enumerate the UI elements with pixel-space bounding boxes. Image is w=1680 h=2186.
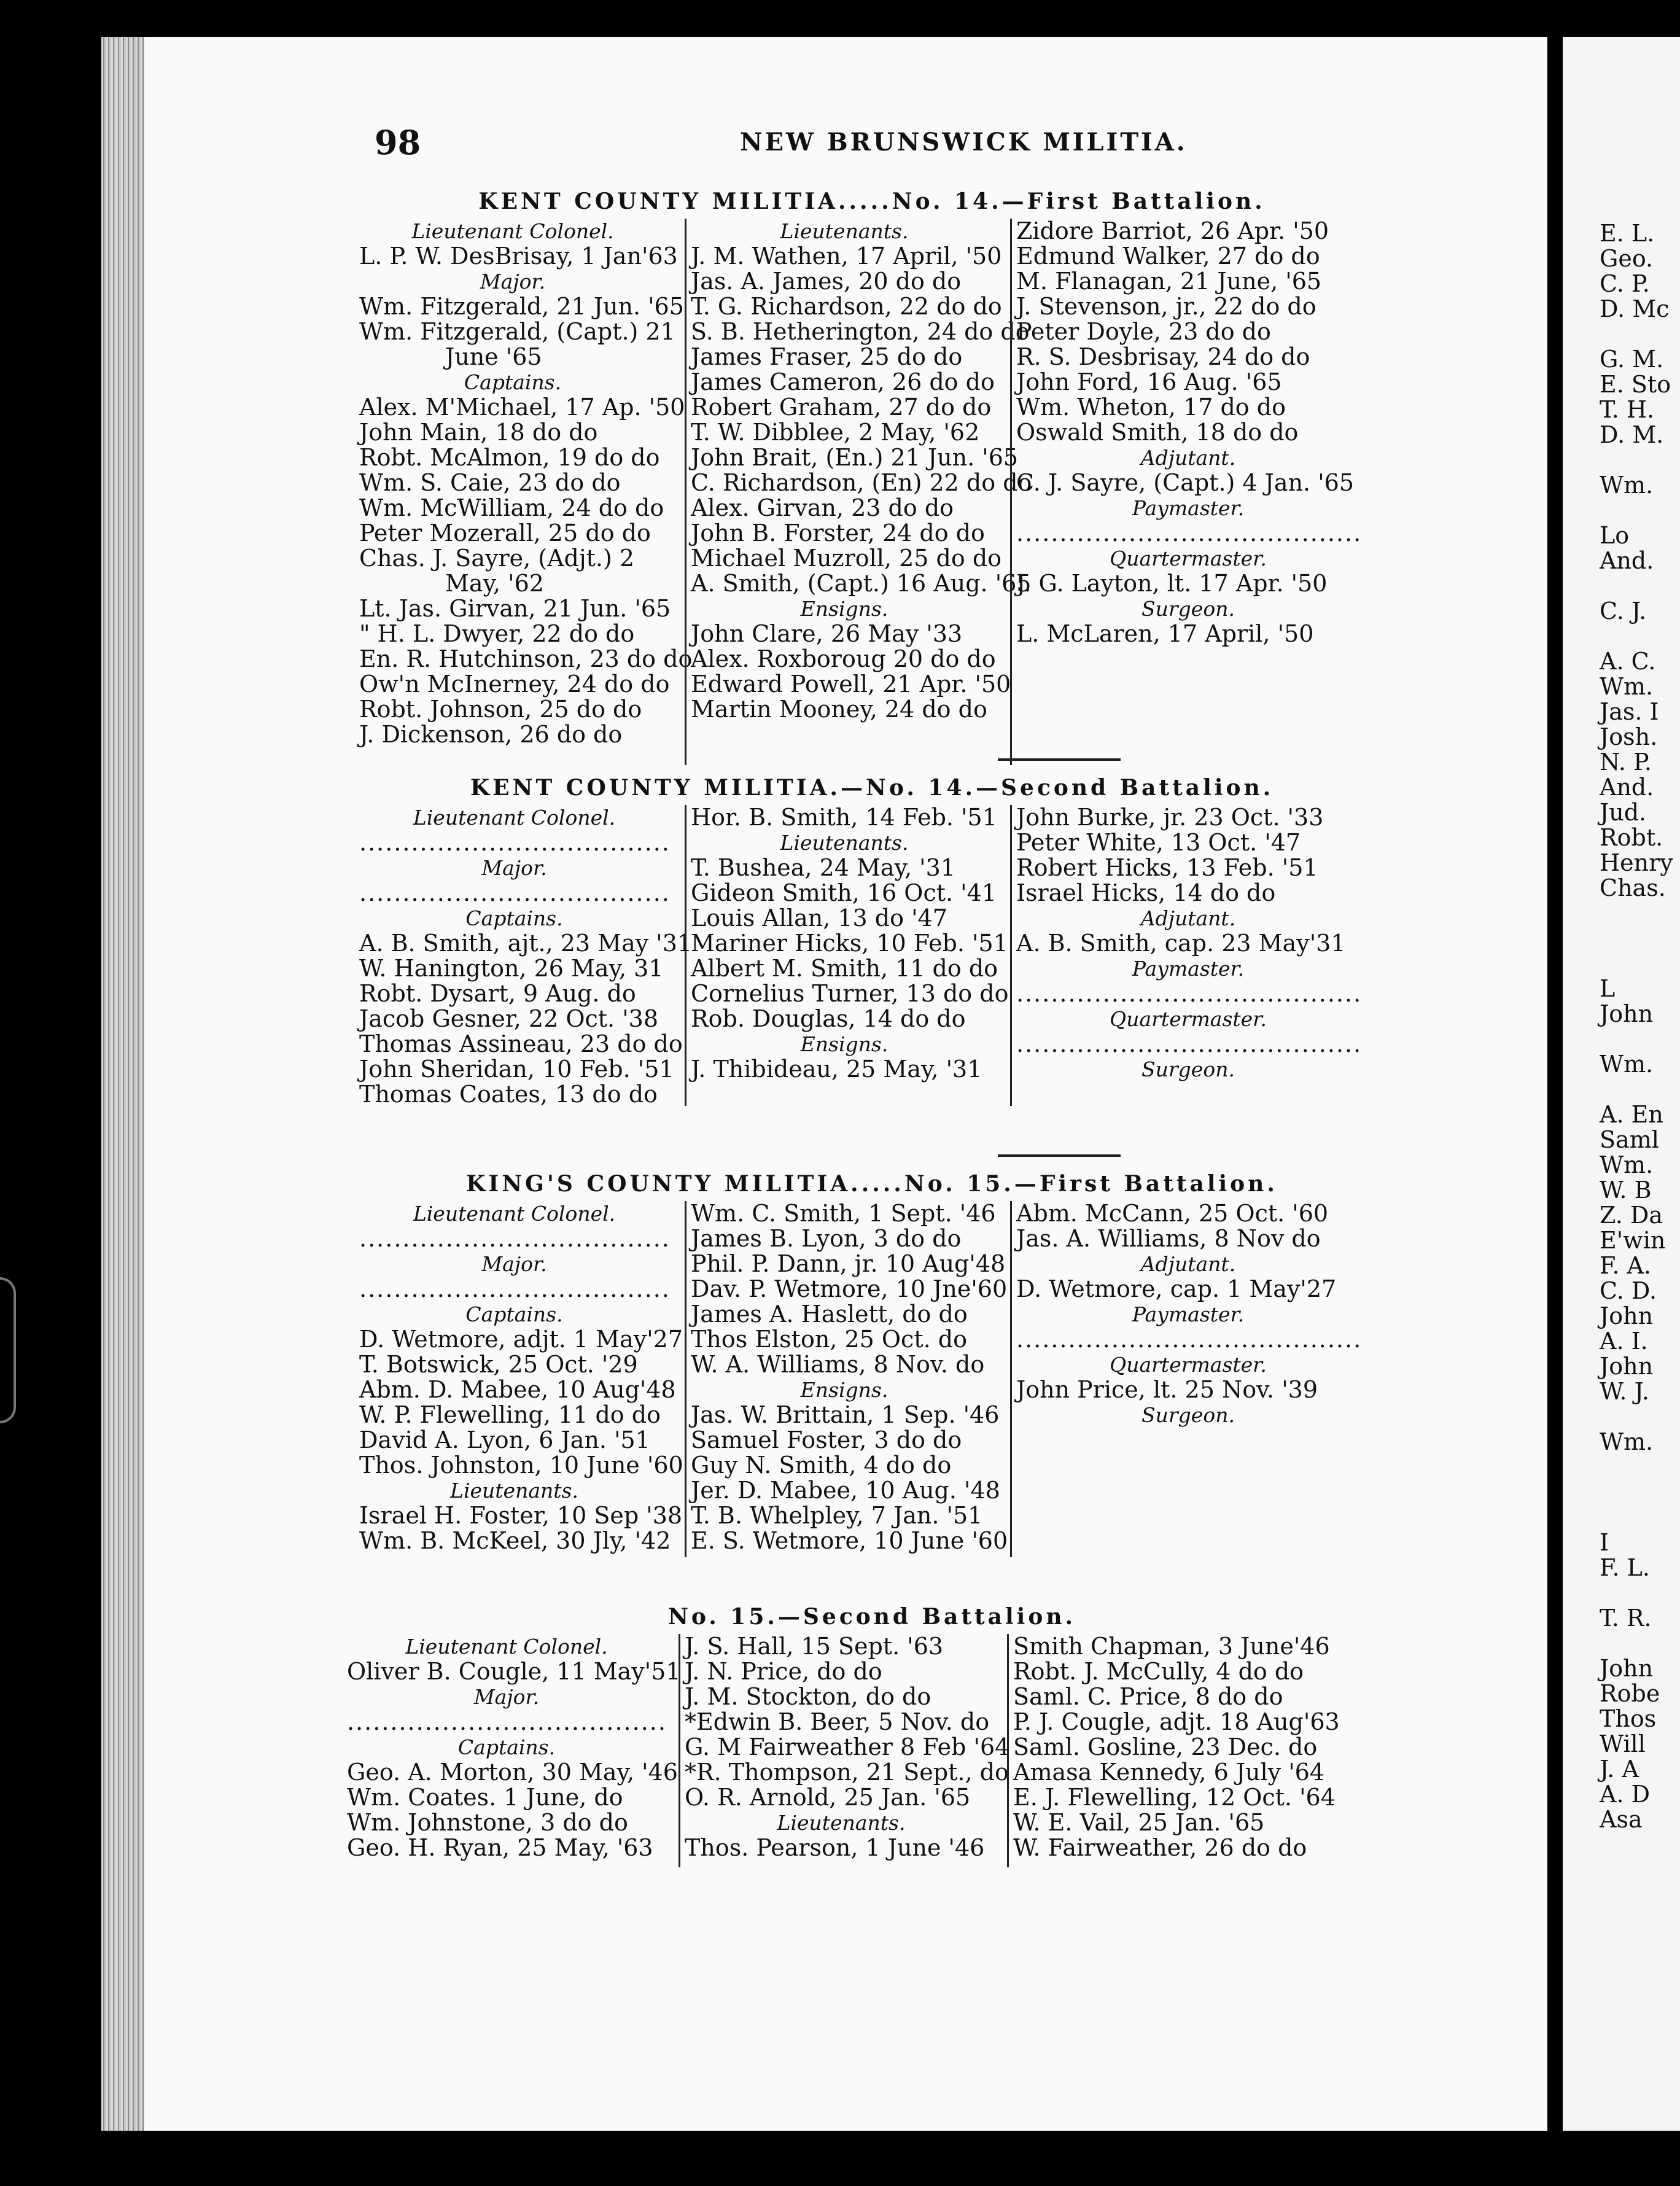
rank-heading: Major. — [481, 1252, 547, 1276]
roster-entry: Oliver B. Cougle, 11 May'51 — [347, 1658, 681, 1685]
section-separator — [998, 1154, 1121, 1157]
column-2 — [691, 219, 1032, 723]
roster-entry: Wm. Fitzgerald, (Capt.) 21 — [359, 318, 675, 345]
roster-entry: J. S. Hall, 15 Sept. '63 — [685, 1633, 944, 1660]
fragment-line — [1563, 1404, 1680, 1429]
vacant-entry — [359, 830, 669, 855]
roster-entry: John Sheridan, 10 Feb. '51 — [359, 1056, 674, 1083]
rank-heading: Captains. — [465, 1302, 563, 1326]
rank-heading: Paymaster. — [1132, 496, 1245, 520]
roster-entry: Phil. P. Dann, jr. 10 Aug'48 — [691, 1250, 1006, 1277]
fragment-line: Saml — [1600, 1126, 1659, 1153]
rank-heading: Captains. — [464, 370, 562, 394]
roster-entry: M. Flanagan, 21 June, '65 — [1016, 268, 1322, 295]
roster-entry: W. P. Flewelling, 11 do do — [359, 1401, 661, 1428]
page-edges — [101, 37, 144, 2131]
section-title: KENT COUNTY MILITIA.....No. 14.—First Battalion. — [478, 189, 1266, 214]
roster-entry: John Ford, 16 Aug. '65 — [1016, 368, 1282, 395]
roster-entry: John Price, lt. 25 Nov. '39 — [1016, 1376, 1318, 1403]
fragment-line: C. P. — [1600, 270, 1650, 297]
rank-heading: Lieutenant Colonel. — [413, 1202, 616, 1226]
roster-entry: *R. Thompson, 21 Sept., do — [685, 1759, 1009, 1786]
rank-heading: Adjutant. — [1140, 906, 1236, 930]
column-2 — [691, 1200, 1008, 1554]
roster-entry: Louis Allan, 13 do '47 — [691, 904, 947, 932]
fragment-line: Wm. — [1600, 1051, 1654, 1078]
roster-entry: Wm. S. Caie, 23 do do — [359, 469, 621, 496]
fragment-line: N. P. — [1600, 749, 1652, 776]
rank-heading: Quartermaster. — [1110, 1007, 1267, 1031]
roster-entry: Saml. Gosline, 23 Dec. do — [1013, 1733, 1318, 1760]
section-separator — [998, 758, 1121, 761]
roster-entry: E. S. Wetmore, 10 June '60 — [691, 1527, 1008, 1554]
roster-entry: Robt. Dysart, 9 Aug. do — [359, 980, 636, 1007]
fragment-line — [1563, 574, 1680, 599]
roster-entry: Abm. McCann, 25 Oct. '60 — [1016, 1200, 1329, 1227]
roster-entry: J. Stevenson, jr., 22 do do — [1016, 293, 1316, 320]
fragment-line: W. B — [1600, 1177, 1652, 1204]
fragment-line: A. En — [1600, 1101, 1663, 1128]
roster-entry: *Edwin B. Beer, 5 Nov. do — [685, 1708, 990, 1735]
roster-entry: James Fraser, 25 do do — [691, 343, 963, 370]
column-3 — [1016, 219, 1360, 647]
fragment-line — [1563, 624, 1680, 649]
fragment-line: A. D — [1600, 1781, 1651, 1808]
section-kings-second — [144, 1600, 1547, 1880]
roster-entry: T. G. Richardson, 22 do do — [691, 293, 1002, 320]
fragment-line: A. C. — [1600, 648, 1656, 675]
roster-entry: May, '62 — [445, 570, 544, 597]
column-2 — [685, 1633, 1010, 1861]
roster-entry: Samuel Foster, 3 do do — [691, 1426, 962, 1453]
rank-heading: Lieutenant Colonel. — [405, 1635, 608, 1659]
roster-entry: Israel H. Foster, 10 Sep '38 — [359, 1502, 683, 1529]
fragment-line: D. Mc — [1600, 295, 1670, 322]
roster-entry: John Clare, 26 May '33 — [691, 620, 963, 647]
vacant-entry — [359, 1226, 669, 1251]
roster-entry: Wm. Wheton, 17 do do — [1016, 394, 1286, 421]
roster-entry: John Main, 18 do do — [359, 419, 598, 446]
fragment-line: J. A — [1600, 1756, 1639, 1783]
roster-entry: T. Bushea, 24 May, '31 — [691, 854, 955, 881]
column-rule — [679, 1634, 680, 1867]
roster-entry: Wm. C. Smith, 1 Sept. '46 — [691, 1200, 996, 1227]
roster-entry: Robert Graham, 27 do do — [691, 394, 992, 421]
roster-entry: W. Fairweather, 26 do do — [1013, 1834, 1307, 1861]
section-title: KING'S COUNTY MILITIA.....No. 15.—First Battalion. — [466, 1171, 1278, 1197]
roster-entry: Thomas Assineau, 23 do do — [359, 1030, 683, 1057]
rank-heading: Major. — [481, 856, 547, 880]
roster-entry: A. Smith, (Capt.) 16 Aug. '65 — [691, 570, 1032, 597]
roster-entry: Jas. W. Brittain, 1 Sep. '46 — [691, 1401, 1000, 1428]
fragment-line — [1563, 322, 1680, 347]
roster-entry: J. G. Layton, lt. 17 Apr. '50 — [1016, 570, 1328, 597]
roster-entry: W. E. Vail, 25 Jan. '65 — [1013, 1809, 1265, 1836]
roster-entry: James A. Haslett, do do — [691, 1301, 968, 1328]
page-title: NEW BRUNSWICK MILITIA. — [740, 128, 1188, 157]
roster-entry: Cornelius Turner, 13 do do — [691, 980, 1009, 1007]
roster-entry: Jer. D. Mabee, 10 Aug. '48 — [691, 1477, 1000, 1504]
roster-entry: Jacob Gesner, 22 Oct. '38 — [359, 1005, 659, 1032]
roster-entry: Alex. M'Michael, 17 Ap. '50 — [359, 394, 685, 421]
roster-entry: Wm. Fitzgerald, 21 Jun. '65 — [359, 293, 684, 320]
roster-entry: D. Wetmore, cap. 1 May'27 — [1016, 1275, 1337, 1302]
fragment-line: D. M. — [1600, 421, 1664, 448]
roster-entry: J. Dickenson, 26 do do — [359, 721, 623, 748]
rank-heading: Paymaster. — [1132, 1302, 1245, 1326]
section-kent-second — [144, 771, 1547, 1112]
fragment-line: Will — [1600, 1730, 1646, 1757]
roster-entry: En. R. Hutchinson, 23 do do — [359, 645, 693, 672]
vacant-entry — [1016, 521, 1360, 546]
fragment-line — [1563, 1455, 1680, 1480]
roster-entry: Peter Doyle, 23 do do — [1016, 318, 1271, 345]
section-title: KENT COUNTY MILITIA.—No. 14.—Second Battalion. — [470, 775, 1274, 801]
fragment-line: L — [1600, 975, 1616, 1002]
rank-heading: Lieutenant Colonel. — [411, 219, 614, 243]
roster-entry: Gideon Smith, 16 Oct. '41 — [691, 879, 997, 906]
roster-entry: " H. L. Dwyer, 22 do do — [359, 620, 635, 647]
section-columns — [144, 1634, 1547, 1880]
column-rule — [1010, 219, 1012, 765]
roster-entry: Lt. Jas. Girvan, 21 Jun. '65 — [359, 595, 671, 622]
rank-heading: Adjutant. — [1140, 1252, 1236, 1276]
roster-entry: A. B. Smith, ajt., 23 May '31 — [359, 930, 693, 957]
column-1 — [359, 805, 693, 1108]
roster-entry: Hor. B. Smith, 14 Feb. '51 — [691, 804, 997, 831]
rank-heading: Lieutenants. — [450, 1479, 578, 1503]
vacant-entry — [1016, 981, 1360, 1006]
fragment-line — [1563, 901, 1680, 926]
roster-entry: Abm. D. Mabee, 10 Aug'48 — [359, 1376, 676, 1403]
roster-entry: Robt. McAlmon, 19 do do — [359, 444, 660, 471]
book-gutter — [1547, 37, 1563, 2131]
roster-entry: Thos. Johnston, 10 June '60 — [359, 1452, 683, 1479]
rank-heading: Lieutenant Colonel. — [413, 806, 616, 830]
fragment-line: C. J. — [1600, 597, 1647, 624]
roster-entry: A. B. Smith, cap. 23 May'31 — [1016, 930, 1346, 957]
roster-entry: Edward Powell, 21 Apr. '50 — [691, 671, 1011, 698]
vacant-entry — [347, 1710, 666, 1735]
fragment-line: E'win — [1600, 1227, 1666, 1254]
fragment-line: F. L. — [1600, 1554, 1650, 1581]
fragment-line: And. — [1600, 774, 1654, 801]
roster-entry: Saml. C. Price, 8 do do — [1013, 1683, 1283, 1710]
column-rule — [1010, 805, 1012, 1106]
roster-entry: Zidore Barriot, 26 Apr. '50 — [1016, 217, 1329, 244]
fragment-line — [1563, 1581, 1680, 1606]
roster-entry: Alex. Girvan, 23 do do — [691, 494, 954, 521]
fragment-line: C. D. — [1600, 1277, 1657, 1304]
fragment-line — [1563, 498, 1680, 523]
section-title: No. 15.—Second Battalion. — [667, 1604, 1076, 1630]
roster-entry: Guy N. Smith, 4 do do — [691, 1452, 952, 1479]
fragment-line: Asa — [1600, 1806, 1643, 1833]
rank-heading: Quartermaster. — [1110, 546, 1267, 570]
roster-entry: John Brait, (En.) 21 Jun. '65 — [691, 444, 1019, 471]
page-number: 98 — [375, 123, 421, 162]
rank-heading: Lieutenants. — [780, 831, 909, 855]
rank-heading: Ensigns. — [800, 597, 889, 621]
rank-heading: Paymaster. — [1132, 957, 1245, 981]
roster-entry: Chas. J. Sayre, (Adjt.) 2 — [359, 545, 635, 572]
fragment-line: T. R. — [1600, 1604, 1652, 1632]
roster-entry: C. Richardson, (En) 22 do do — [691, 469, 1032, 496]
fragment-line: Thos — [1600, 1705, 1657, 1732]
fragment-line: Henry — [1600, 849, 1673, 876]
column-rule — [685, 219, 686, 765]
column-3 — [1016, 805, 1360, 1082]
roster-entry: Alex. Roxboroug 20 do do — [691, 645, 996, 672]
fragment-line: Wm. — [1600, 1151, 1654, 1178]
fragment-line: E. Sto — [1600, 371, 1671, 398]
roster-entry: Peter White, 13 Oct. '47 — [1016, 829, 1301, 856]
roster-entry: Peter Mozerall, 25 do do — [359, 519, 651, 546]
roster-entry: D. Wetmore, adjt. 1 May'27 — [359, 1326, 683, 1353]
roster-entry: J. N. Price, do do — [685, 1658, 882, 1685]
vacant-entry — [359, 1277, 669, 1302]
roster-entry: Wm. Coates. 1 June, do — [347, 1784, 623, 1811]
roster-entry: Robt. Johnson, 25 do do — [359, 696, 642, 723]
roster-entry: June '65 — [445, 343, 542, 370]
fragment-line: John — [1600, 1353, 1654, 1380]
roster-entry: L. McLaren, 17 April, '50 — [1016, 620, 1314, 647]
roster-entry: James B. Lyon, 3 do do — [691, 1225, 962, 1252]
roster-entry: W. Hanington, 26 May, 31 — [359, 955, 664, 982]
fragment-line: John — [1600, 1000, 1654, 1027]
rank-heading: Surgeon. — [1141, 1403, 1235, 1427]
roster-entry: J. M. Wathen, 17 April, '50 — [691, 243, 1002, 270]
roster-entry: James Cameron, 26 do do — [691, 368, 995, 395]
fragment-line: Wm. — [1600, 673, 1654, 700]
column-1 — [359, 219, 693, 748]
rank-heading: Ensigns. — [800, 1032, 889, 1056]
fragment-line: A. I. — [1600, 1328, 1648, 1355]
roster-entry: Oswald Smith, 18 do do — [1016, 419, 1299, 446]
scan-shadow — [0, 0, 101, 2186]
roster-entry: David A. Lyon, 6 Jan. '51 — [359, 1426, 650, 1453]
roster-entry: Thomas Coates, 13 do do — [359, 1081, 658, 1108]
roster-entry: S. B. Hetherington, 24 do do — [691, 318, 1030, 345]
fragment-line: G. M. — [1600, 346, 1664, 373]
rank-heading: Surgeon. — [1141, 597, 1235, 621]
fragment-line: John — [1600, 1302, 1654, 1329]
page — [144, 37, 1547, 2131]
roster-entry: Michael Muzroll, 25 do do — [691, 545, 1002, 572]
fragment-line — [1563, 1077, 1680, 1102]
fragment-line: Z. Da — [1600, 1202, 1663, 1229]
column-1 — [347, 1634, 681, 1861]
roster-entry: Dav. P. Wetmore, 10 Jne'60 — [691, 1275, 1008, 1302]
fragment-line — [1563, 1027, 1680, 1052]
fragment-line: And. — [1600, 547, 1654, 574]
roster-entry: Amasa Kennedy, 6 July '64 — [1013, 1759, 1325, 1786]
roster-entry: Ow'n McInerney, 24 do do — [359, 671, 670, 698]
fragment-line: Robe — [1600, 1680, 1660, 1707]
fragment-line: Chas. — [1600, 874, 1666, 901]
roster-entry: John B. Forster, 24 do do — [691, 519, 985, 546]
fragment-line: Jas. I — [1600, 698, 1659, 725]
fragment-line: E. L. — [1600, 220, 1655, 247]
fragment-line: T. H. — [1600, 396, 1655, 423]
fragment-line — [1563, 926, 1680, 951]
rank-heading: Captains. — [457, 1735, 556, 1759]
roster-entry: P. J. Cougle, adjt. 18 Aug'63 — [1013, 1708, 1340, 1735]
roster-entry: Robert Hicks, 13 Feb. '51 — [1016, 854, 1318, 881]
roster-entry: T. W. Dibblee, 2 May, '62 — [691, 419, 980, 446]
roster-entry: Israel Hicks, 14 do do — [1016, 879, 1276, 906]
fragment-line: W. J. — [1600, 1378, 1649, 1405]
fragment-line: John — [1600, 1655, 1654, 1682]
vacant-entry — [359, 881, 669, 906]
roster-entry: Smith Chapman, 3 June'46 — [1013, 1633, 1330, 1660]
roster-entry: E. J. Flewelling, 12 Oct. '64 — [1013, 1784, 1336, 1811]
fragment-line: Wm. — [1600, 472, 1654, 499]
fragment-line: I — [1600, 1529, 1609, 1556]
fragment-line — [1563, 1631, 1680, 1656]
roster-entry: O. R. Arnold, 25 Jan. '65 — [685, 1784, 971, 1811]
roster-entry: Edmund Walker, 27 do do — [1016, 243, 1320, 270]
column-3 — [1016, 1201, 1360, 1428]
section-columns — [144, 219, 1547, 784]
fragment-line: Jud. — [1600, 799, 1647, 826]
facing-page-fragment — [1563, 37, 1680, 2131]
roster-entry: Martin Mooney, 24 do do — [691, 696, 987, 723]
rank-heading: Captains. — [465, 906, 563, 930]
roster-entry: T. B. Whelpley, 7 Jan. '51 — [691, 1502, 983, 1529]
roster-entry: W. A. Williams, 8 Nov. do — [691, 1351, 985, 1378]
roster-entry: Thos Elston, 25 Oct. do — [691, 1326, 967, 1353]
roster-entry: Geo. A. Morton, 30 May, '46 — [347, 1759, 678, 1786]
roster-entry: Jas. A. Williams, 8 Nov do — [1016, 1225, 1321, 1252]
roster-entry: C. J. Sayre, (Capt.) 4 Jan. '65 — [1016, 469, 1354, 496]
rank-heading: Major. — [473, 1685, 540, 1709]
rank-heading: Lieutenants. — [777, 1811, 906, 1835]
fragment-line: Robt. — [1600, 824, 1663, 851]
scan-artifact — [0, 1277, 16, 1423]
vacant-entry — [1016, 1032, 1360, 1057]
roster-entry: Wm. B. McKeel, 30 Jly, '42 — [359, 1527, 671, 1554]
rank-heading: Major. — [480, 270, 546, 294]
roster-entry: Thos. Pearson, 1 June '46 — [685, 1834, 985, 1861]
column-rule — [1010, 1201, 1012, 1557]
roster-entry: John Burke, jr. 23 Oct. '33 — [1016, 804, 1324, 831]
vacant-entry — [1016, 1327, 1360, 1352]
section-columns — [144, 1201, 1547, 1569]
fragment-line: Josh. — [1600, 723, 1658, 750]
roster-entry: G. M Fairweather 8 Feb '64 — [685, 1733, 1010, 1760]
fragment-line — [1563, 951, 1680, 976]
column-rule — [685, 1201, 686, 1557]
fragment-line — [1563, 448, 1680, 473]
roster-entry: Mariner Hicks, 10 Feb. '51 — [691, 930, 1008, 957]
section-kings-first — [144, 1167, 1547, 1569]
column-3 — [1013, 1634, 1357, 1861]
roster-entry: Albert M. Smith, 11 do do — [691, 955, 998, 982]
roster-entry: L. P. W. DesBrisay, 1 Jan'63 — [359, 243, 678, 270]
roster-entry: J. M. Stockton, do do — [685, 1683, 931, 1710]
rank-heading: Lieutenants. — [780, 219, 909, 243]
roster-entry: T. Botswick, 25 Oct. '29 — [359, 1351, 638, 1378]
fragment-line — [1563, 1480, 1680, 1505]
fragment-line: Lo — [1600, 522, 1630, 549]
roster-entry: Jas. A. James, 20 do do — [691, 268, 962, 295]
rank-heading: Surgeon. — [1141, 1057, 1235, 1081]
roster-entry: Wm. Johnstone, 3 do do — [347, 1809, 628, 1836]
fragment-line: F. A. — [1600, 1252, 1652, 1279]
roster-entry: Rob. Douglas, 14 do do — [691, 1005, 966, 1032]
running-head — [144, 123, 1547, 166]
roster-entry: R. S. Desbrisay, 24 do do — [1016, 343, 1310, 370]
fragment-line: Geo. — [1600, 245, 1654, 272]
rank-heading: Quartermaster. — [1110, 1353, 1267, 1377]
fragment-line: Wm. — [1600, 1428, 1654, 1455]
roster-entry: Wm. McWilliam, 24 do do — [359, 494, 664, 521]
rank-heading: Ensigns. — [800, 1378, 889, 1402]
roster-entry: Geo. H. Ryan, 25 May, '63 — [347, 1834, 653, 1861]
rank-heading: Adjutant. — [1140, 446, 1236, 470]
section-kent-first — [144, 184, 1547, 784]
fragment-line — [1563, 1505, 1680, 1530]
roster-entry: Robt. J. McCully, 4 do do — [1013, 1658, 1304, 1685]
section-columns — [144, 805, 1547, 1112]
column-1 — [359, 1201, 683, 1554]
column-2 — [691, 804, 1009, 1083]
roster-entry: J. Thibideau, 25 May, '31 — [691, 1056, 982, 1083]
column-rule — [685, 805, 686, 1106]
column-rule — [1007, 1634, 1009, 1867]
